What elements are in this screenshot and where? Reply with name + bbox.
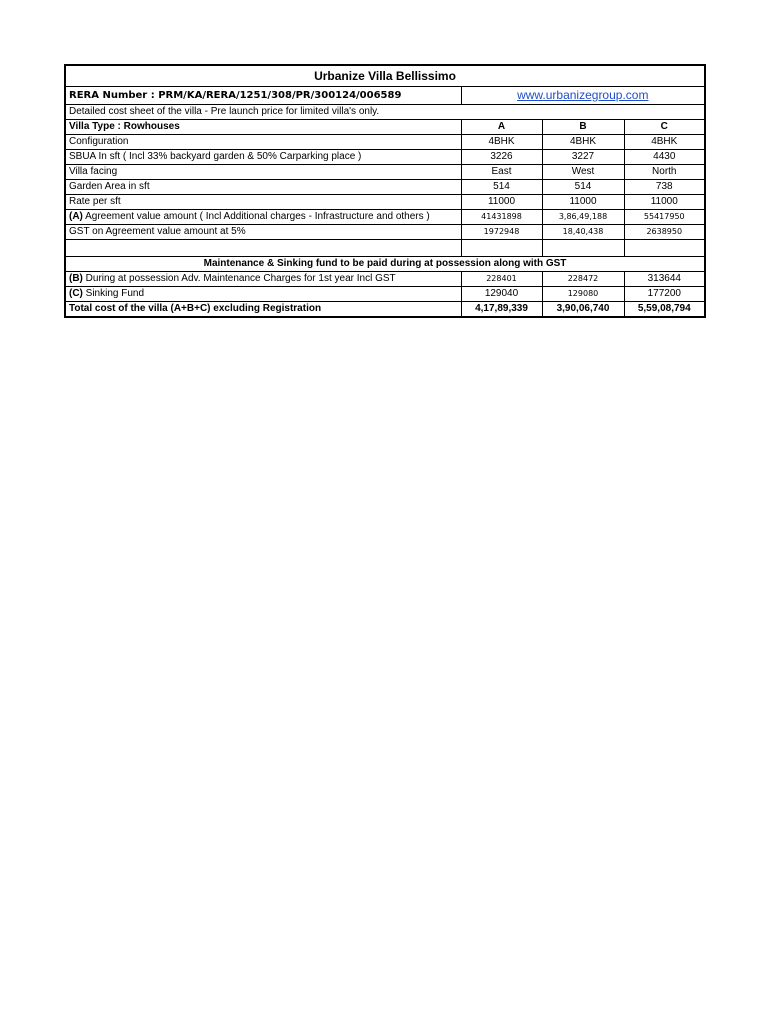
blank-row (65, 240, 705, 257)
villa-type-label: Villa Type : Rowhouses (65, 120, 461, 135)
table-row (65, 210, 705, 225)
title-row (65, 65, 705, 87)
blank-cell (624, 240, 705, 257)
row-value-c: 55417950 (624, 210, 705, 225)
row-value-a: 1972948 (461, 225, 542, 240)
row-value-c: 313644 (624, 272, 705, 287)
row-label: Garden Area in sft (65, 180, 461, 195)
total-value-b: 3,90,06,740 (542, 302, 624, 318)
col-header-a: A (461, 120, 542, 135)
row-label: (C) Sinking Fund (65, 287, 461, 302)
row-value-c: 4BHK (624, 135, 705, 150)
sheet-title: Urbanize Villa Bellissimo (65, 65, 705, 87)
row-label: Configuration (65, 135, 461, 150)
row-value-b: West (542, 165, 624, 180)
row-label: Villa facing (65, 165, 461, 180)
rera-row (65, 87, 705, 105)
row-value-b: 3227 (542, 150, 624, 165)
rera-number: RERA Number : PRM/KA/RERA/1251/308/PR/300124/006589 (65, 87, 461, 105)
row-value-c: 4430 (624, 150, 705, 165)
section-row (65, 257, 705, 272)
table-row (65, 150, 705, 165)
blank-cell (65, 240, 461, 257)
row-value-a: 129040 (461, 287, 542, 302)
col-header-c: C (624, 120, 705, 135)
website-cell (461, 87, 705, 105)
row-value-b: 4BHK (542, 135, 624, 150)
row-label: (A) Agreement value amount ( Incl Additional charges - Infrastructure and others ) (65, 210, 461, 225)
row-value-b: 11000 (542, 195, 624, 210)
row-label: Rate per sft (65, 195, 461, 210)
total-value-c: 5,59,08,794 (624, 302, 705, 318)
row-value-c: 738 (624, 180, 705, 195)
row-value-c: North (624, 165, 705, 180)
row-value-a: 514 (461, 180, 542, 195)
website-link[interactable]: www.urbanizegroup.com (517, 87, 649, 102)
row-value-a: East (461, 165, 542, 180)
row-value-a: 4BHK (461, 135, 542, 150)
row-value-b: 129080 (542, 287, 624, 302)
section-heading: Maintenance & Sinking fund to be paid during at possession along with GST (65, 257, 705, 272)
header-row (65, 120, 705, 135)
row-value-c: 11000 (624, 195, 705, 210)
total-row (65, 302, 705, 318)
table-row (65, 165, 705, 180)
table-row (65, 272, 705, 287)
description-row (65, 105, 705, 120)
row-value-b: 228472 (542, 272, 624, 287)
row-label: SBUA In sft ( Incl 33% backyard garden & 50% Carparking place ) (65, 150, 461, 165)
col-header-b: B (542, 120, 624, 135)
row-value-b: 514 (542, 180, 624, 195)
table-row (65, 195, 705, 210)
description-text: Detailed cost sheet of the villa - Pre launch price for limited villa's only. (65, 105, 705, 120)
total-value-a: 4,17,89,339 (461, 302, 542, 318)
row-label: (B) During at possession Adv. Maintenance Charges for 1st year Incl GST (65, 272, 461, 287)
row-label: GST on Agreement value amount at 5% (65, 225, 461, 240)
blank-cell (542, 240, 624, 257)
row-value-a: 3226 (461, 150, 542, 165)
table-row (65, 135, 705, 150)
table-row (65, 180, 705, 195)
table-row (65, 287, 705, 302)
table-row (65, 225, 705, 240)
blank-cell (461, 240, 542, 257)
row-value-b: 18,40,438 (542, 225, 624, 240)
row-value-c: 177200 (624, 287, 705, 302)
row-value-a: 41431898 (461, 210, 542, 225)
row-value-a: 11000 (461, 195, 542, 210)
total-label: Total cost of the villa (A+B+C) excluding Registration (65, 302, 461, 318)
row-value-c: 2638950 (624, 225, 705, 240)
cost-sheet-table (64, 64, 706, 318)
row-value-a: 228401 (461, 272, 542, 287)
row-value-b: 3,86,49,188 (542, 210, 624, 225)
